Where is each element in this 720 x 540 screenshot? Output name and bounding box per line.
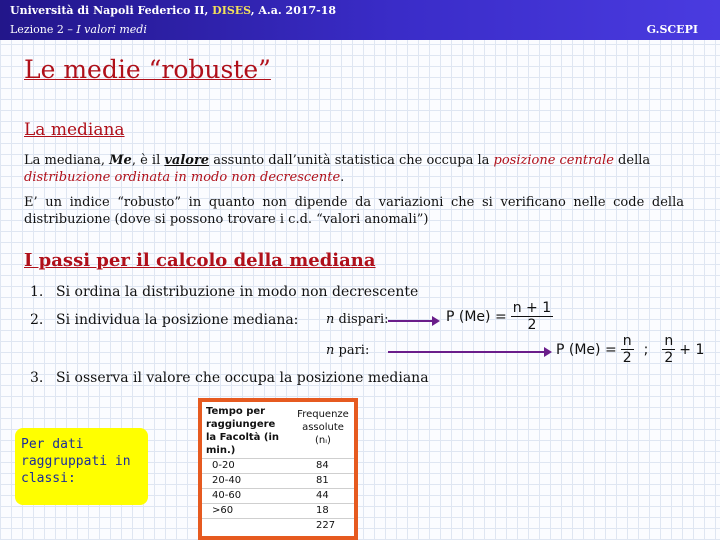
table-header-time: Tempo per raggiungere la Facoltà (in min.) — [206, 406, 280, 456]
case-odd: n dispari: — [326, 312, 389, 327]
frequency-table — [198, 398, 358, 540]
steps-heading: I passi per il calcolo della mediana — [24, 250, 376, 271]
step-3: 3. Si osserva il valore che occupa la posizione mediana — [30, 370, 429, 386]
table-row: 20-40 81 — [202, 473, 354, 488]
slide-title: Le medie “robuste” — [24, 55, 271, 84]
formula-odd: P (Me) = $\frac{n + 1}{2}$ — [446, 300, 552, 333]
table-row: >60 18 — [202, 503, 354, 518]
table-row: 0-20 84 — [202, 458, 354, 473]
grouped-data-note: Per dati raggruppati in classi: — [15, 428, 148, 505]
header-bar — [0, 0, 720, 40]
table-row: 40-60 44 — [202, 488, 354, 503]
arrow-odd-icon — [388, 320, 433, 322]
step-2: 2. Si individua la posizione mediana: — [30, 312, 299, 328]
table-row-total: 227 — [202, 518, 354, 533]
university-line: Università di Napoli Federico II, DISES, A.a. 2017-18 — [10, 4, 337, 17]
robust-paragraph: E’ un indice “robusto” in quanto non dipende da variazioni che si verificano nelle code della distribuzione (dove si possono trovare i c.d. “valori anomali”) — [24, 195, 684, 227]
table-header-freq: Frequenze assolute (nᵢ) — [297, 409, 349, 446]
section-subtitle: La mediana — [24, 120, 125, 140]
definition-paragraph: La mediana, Me, è il valore assunto dall’unità statistica che occupa la posizione centrale della distribuzione ordinata in modo non decrescente. — [24, 153, 651, 185]
formula-even: P (Me) = $\frac{n}{2}$ ; $\frac{n}{2}$ + 1 — [556, 333, 705, 366]
arrow-even-icon — [388, 351, 545, 353]
case-even: n pari: — [326, 343, 370, 358]
lesson-line: Lezione 2 – I valori medi — [10, 23, 147, 36]
step-1: 1. Si ordina la distribuzione in modo non decrescente — [30, 284, 419, 300]
author-code: G.SCEPI — [646, 23, 698, 36]
